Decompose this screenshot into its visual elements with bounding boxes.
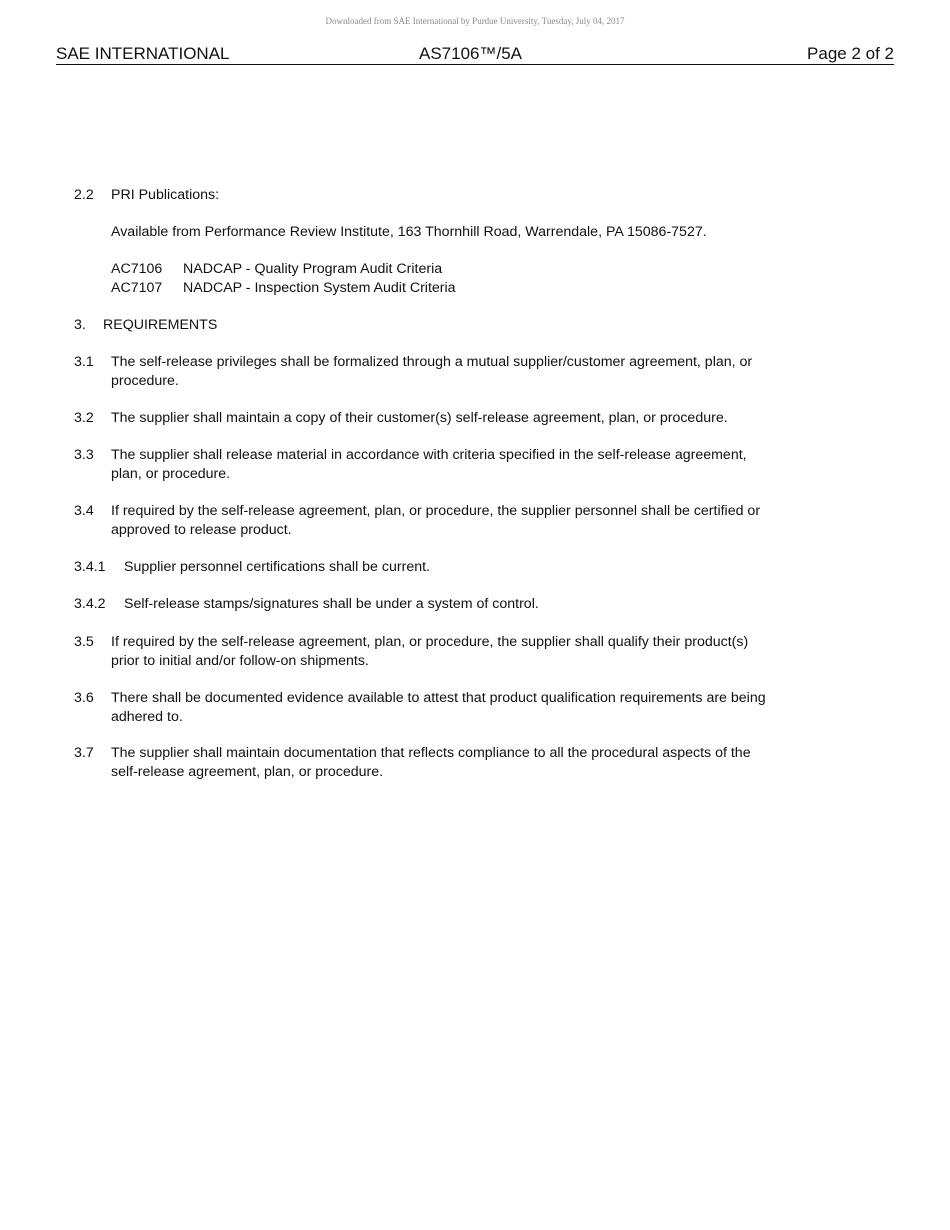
requirement-text: The supplier shall release material in accordance with criteria specified in the self-release agreement,: [111, 447, 747, 463]
requirement-continuation: plan, or procedure.: [111, 466, 231, 482]
requirement-3-6: [74, 689, 766, 708]
requirement-text: Self-release stamps/signatures shall be under a system of control.: [124, 596, 539, 612]
download-watermark: Downloaded from SAE International by Purdue University, Tuesday, July 04, 2017: [325, 16, 625, 26]
requirement-continuation: self-release agreement, plan, or procedure.: [111, 764, 384, 780]
requirement-text: There shall be documented evidence available to attest that product qualification requirements are being: [111, 690, 766, 706]
requirement-3-4-2: [74, 595, 539, 614]
requirement-3-1: [74, 353, 752, 372]
requirement-text: If required by the self-release agreement, plan, or procedure, the supplier shall qualify their product(s): [111, 634, 749, 650]
requirement-continuation: procedure.: [111, 373, 179, 389]
header-page-number: Page 2 of 2: [807, 44, 894, 63]
reference-title: NADCAP - Inspection System Audit Criteria: [183, 280, 456, 296]
requirement-continuation: prior to initial and/or follow-on shipments.: [111, 653, 369, 669]
header-org: SAE INTERNATIONAL: [56, 44, 230, 63]
reference-item: [111, 260, 442, 279]
requirement-number: 3.1: [74, 354, 94, 370]
requirement-number: 3.4.2: [74, 596, 106, 612]
requirement-number: 3.4: [74, 503, 94, 519]
section-3-heading: [74, 316, 217, 335]
requirement-3-5: [74, 633, 748, 652]
pri-availability: Available from Performance Review Institute, 163 Thornhill Road, Warrendale, PA 15086-7527.: [111, 224, 707, 240]
requirement-number: 3.7: [74, 745, 94, 761]
requirement-number: 3.6: [74, 690, 94, 706]
section-number: 2.2: [74, 187, 94, 203]
requirement-continuation: approved to release product.: [111, 522, 292, 538]
section-title: REQUIREMENTS: [103, 317, 218, 333]
requirement-text: The self-release privileges shall be formalized through a mutual supplier/customer agreement, plan, or: [111, 354, 753, 370]
requirement-3-7: [74, 744, 751, 763]
requirement-number: 3.2: [74, 410, 94, 426]
requirement-continuation: adhered to.: [111, 709, 183, 725]
requirement-number: 3.5: [74, 634, 94, 650]
section-title: PRI Publications:: [111, 187, 220, 203]
requirement-number: 3.4.1: [74, 559, 106, 575]
requirement-3-3: [74, 446, 747, 465]
requirement-text: If required by the self-release agreement, plan, or procedure, the supplier personnel shall be certified or: [111, 503, 761, 519]
requirement-3-2: [74, 409, 728, 428]
page-header: [56, 44, 894, 65]
requirement-text: Supplier personnel certifications shall be current.: [124, 559, 430, 575]
requirement-text: The supplier shall maintain a copy of their customer(s) self-release agreement, plan, or procedure.: [111, 410, 728, 426]
requirement-3-4-1: [74, 558, 430, 577]
reference-title: NADCAP - Quality Program Audit Criteria: [183, 261, 443, 277]
reference-code: AC7107: [111, 280, 163, 296]
section-number: 3.: [74, 317, 86, 333]
requirement-3-4: [74, 502, 760, 521]
reference-code: AC7106: [111, 261, 163, 277]
requirement-number: 3.3: [74, 447, 94, 463]
reference-item: [111, 279, 456, 298]
requirement-text: The supplier shall maintain documentation that reflects compliance to all the procedural aspects of the: [111, 745, 751, 761]
section-2-2-heading: [74, 186, 219, 205]
header-doc-id: AS7106™/5A: [419, 44, 523, 63]
